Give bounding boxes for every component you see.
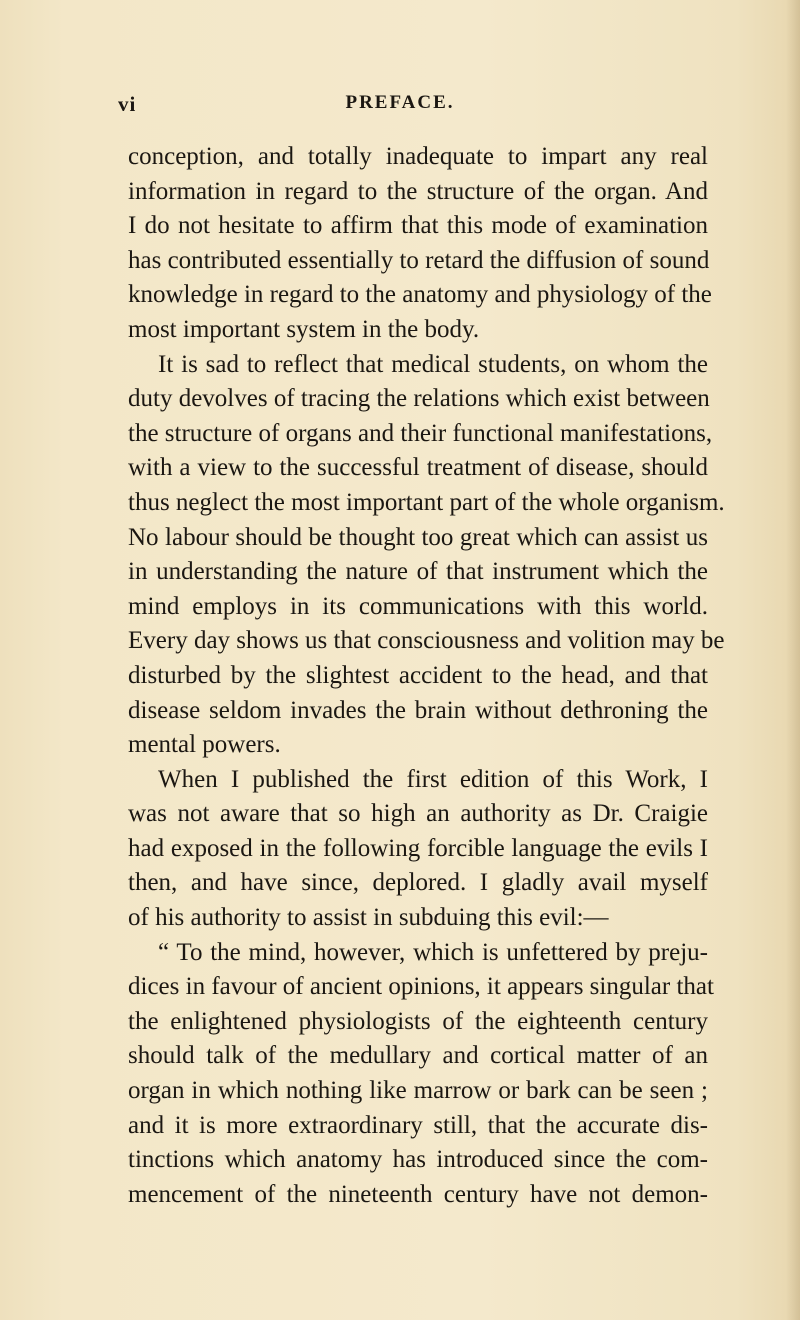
body-text [128, 140, 725, 1212]
text-line: has contributed essentially to retard the diffusion of sound [128, 246, 710, 274]
paragraph-start-line: It is sad to reflect that medical students, on whom the [158, 350, 708, 378]
text-line: duty devolves of tracing the relations which exist between [128, 385, 710, 413]
text-line: thus neglect the most important part of the whole organism. [128, 488, 725, 516]
text-line: of his authority to assist in subduing this evil:— [128, 904, 609, 932]
paragraph-start-line: When I published the first edition of this Work, I [158, 765, 708, 793]
text-line: I do not hesitate to affirm that this mode of examination [128, 212, 708, 240]
text-line: had exposed in the following forcible language the evils I [128, 834, 708, 862]
text-line: disease seldom invades the brain without dethroning the [128, 696, 708, 724]
page-number: vi [118, 92, 137, 116]
text-line: in understanding the nature of that instrument which the [128, 558, 708, 586]
text-line: information in regard to the structure of the organ. And [128, 177, 708, 205]
text-line: disturbed by the slightest accident to the head, and that [128, 661, 708, 689]
quotation-start-line: “ To the mind, however, which is unfettered by preju- [158, 938, 708, 966]
text-line: was not aware that so high an authority as Dr. Craigie [128, 800, 708, 828]
running-title: PREFACE. [345, 92, 455, 113]
quotation-line: dices in favour of ancient opinions, it appears singular that [128, 973, 714, 1001]
text-line: with a view to the successful treatment of disease, should [128, 454, 708, 482]
quotation-line: organ in which nothing like marrow or bark can be seen ; [128, 1077, 708, 1105]
quotation-line: should talk of the medullary and cortical matter of an [128, 1042, 708, 1070]
quotation-line: tinctions which anatomy has introduced since the com- [128, 1146, 708, 1174]
text-line: then, and have since, deplored. I gladly avail myself [128, 869, 708, 897]
text-line: most important system in the body. [128, 315, 480, 343]
quotation-line: the enlightened physiologists of the eighteenth century [128, 1007, 708, 1035]
text-line: knowledge in regard to the anatomy and physiology of the [128, 281, 712, 309]
text-line: mind employs in its communications with this world. [128, 592, 708, 620]
text-line: the structure of organs and their functional manifestations, [128, 419, 713, 447]
quotation-line: and it is more extraordinary still, that the accurate dis- [128, 1111, 708, 1139]
text-line: No labour should be thought too great which can assist us [128, 523, 708, 551]
running-head [0, 92, 800, 122]
quotation-line: mencement of the nineteenth century have not demon- [128, 1180, 708, 1208]
page-edge-shadow [786, 0, 800, 1320]
text-line: mental powers. [128, 731, 281, 759]
text-line: conception, and totally inadequate to impart any real [128, 143, 708, 170]
text-line: Every day shows us that consciousness and volition may be [128, 627, 725, 655]
